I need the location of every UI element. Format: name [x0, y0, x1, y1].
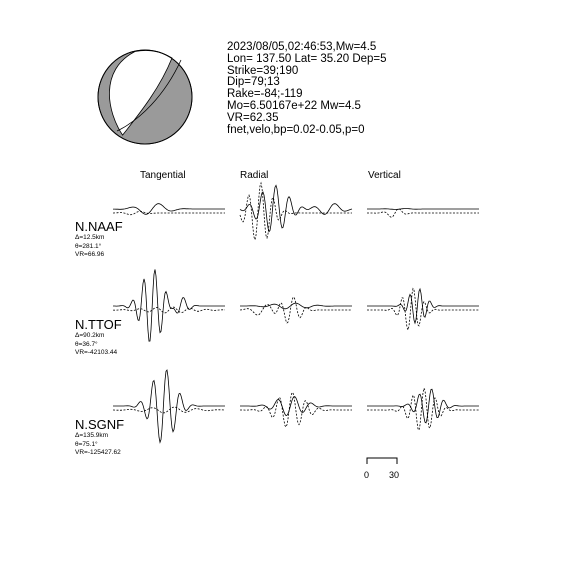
station-azimuth: θ=36.7°	[75, 340, 98, 348]
station-meta-sgnf	[75, 432, 121, 458]
station-name-naaf: N.NAAF	[75, 219, 123, 234]
time-scale-bar	[367, 458, 397, 464]
column-header-tangential: Tangential	[140, 170, 186, 181]
station-vr: VR=66.96	[75, 251, 105, 259]
trace-observed-naaf-vertical	[367, 209, 479, 217]
scale-label-start: 0	[364, 470, 370, 480]
station-meta-naaf	[75, 234, 104, 260]
station-vr: VR=-125427.62	[75, 449, 121, 457]
event-strike: Strike=39;190	[227, 64, 299, 77]
event-variance-reduction: VR=62.35	[227, 111, 279, 124]
trace-synthetic-naaf-vertical	[367, 209, 479, 210]
station-name-ttof: N.TTOF	[75, 317, 122, 332]
event-processing: fnet,velo,bp=0.02-0.05,p=0	[227, 123, 365, 136]
focal-mechanism-beachball	[98, 50, 192, 144]
event-rake: Rake=-84;-119	[227, 88, 303, 101]
column-header-radial: Radial	[240, 170, 269, 181]
trace-observed-naaf-tangential	[113, 211, 225, 214]
station-distance: Δ=12.5km	[75, 234, 105, 241]
station-distance: Δ=135.9km	[75, 432, 109, 439]
station-name-sgnf: N.SGNF	[75, 417, 125, 432]
scale-bar-line	[367, 458, 397, 464]
scale-label-end: 30	[389, 470, 400, 480]
trace-observed-naaf-radial	[240, 183, 352, 240]
station-vr: VR=-42103.44	[75, 349, 118, 357]
event-location: Lon= 137.50 Lat= 35.20 Dep=5	[227, 52, 387, 65]
column-header-vertical: Vertical	[368, 170, 401, 181]
waveform-panels	[113, 183, 479, 442]
trace-observed-ttof-radial	[240, 297, 352, 323]
trace-synthetic-sgnf-radial	[240, 397, 352, 416]
station-azimuth: θ=281.1°	[75, 242, 102, 250]
station-azimuth: θ=75.1°	[75, 440, 98, 448]
trace-observed-sgnf-tangential	[113, 407, 225, 413]
station-meta-ttof	[75, 332, 117, 358]
event-info	[227, 42, 387, 136]
event-dip: Dip=79;13	[227, 76, 280, 89]
trace-synthetic-ttof-vertical	[367, 289, 479, 323]
trace-observed-ttof-tangential	[113, 307, 225, 313]
station-distance: Δ=90.2km	[75, 332, 105, 339]
event-datetime: 2023/08/05,02:46:53,Mw=4.5	[227, 41, 377, 53]
trace-synthetic-ttof-tangential	[113, 269, 225, 341]
event-moment: Mo=6.50167e+22 Mw=4.5	[227, 99, 361, 112]
trace-synthetic-sgnf-tangential	[113, 370, 225, 442]
